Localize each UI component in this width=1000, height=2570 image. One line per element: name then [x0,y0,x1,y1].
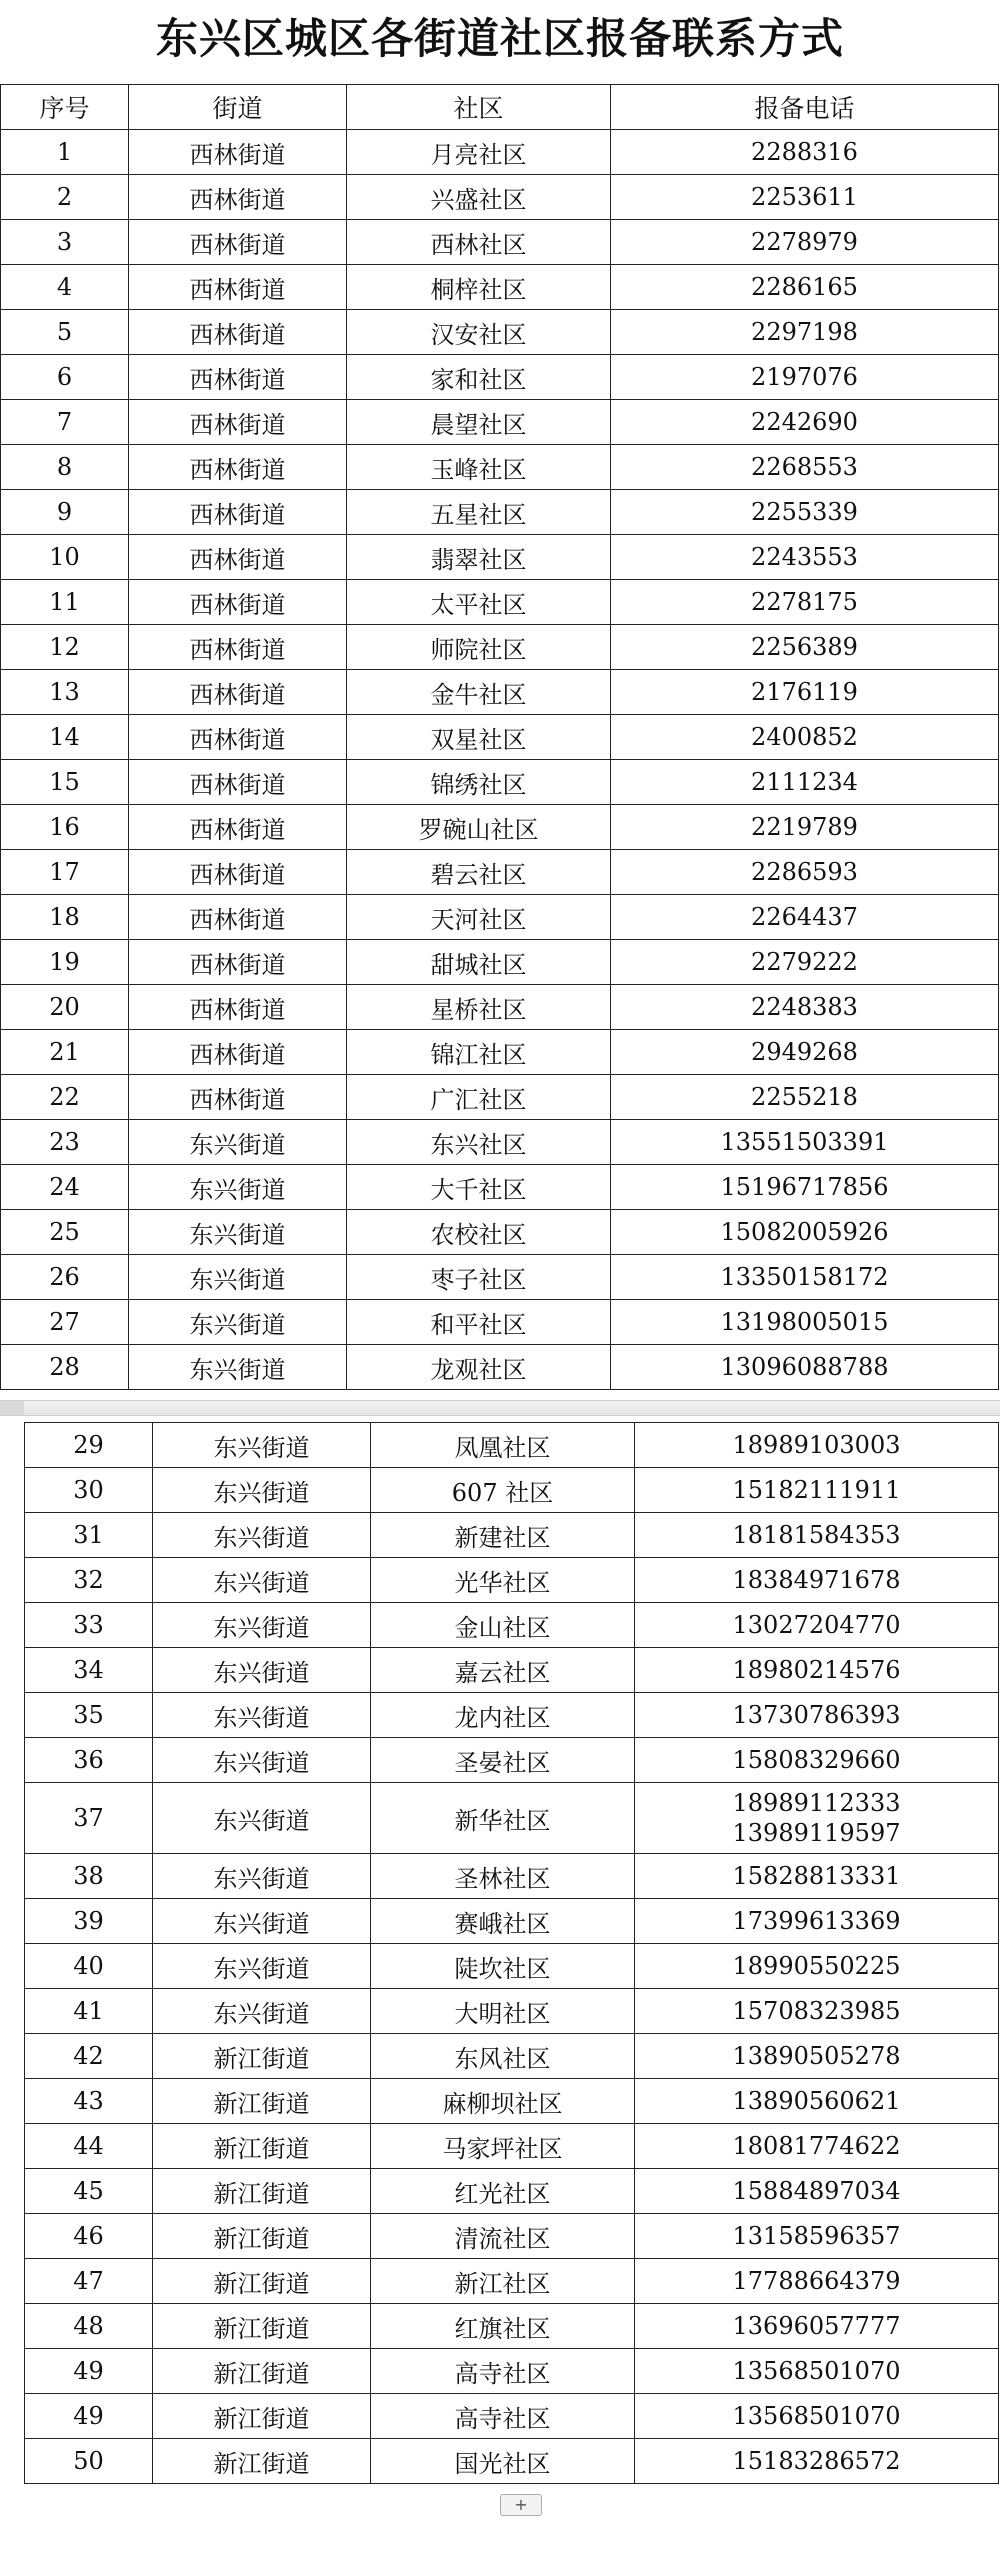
table-row [1,625,999,670]
cell-phone[interactable]: 18990550225 [635,1944,999,1989]
cell-community[interactable]: 红光社区 [371,2169,635,2214]
cell-index[interactable]: 29 [25,1423,153,1468]
cell-index[interactable]: 20 [1,985,129,1030]
cell-street[interactable]: 新江街道 [153,2079,371,2124]
table-row [1,895,999,940]
contacts-table-page-1 [0,84,999,1390]
cell-index[interactable]: 48 [25,2304,153,2349]
table-row [25,1738,999,1783]
cell-phone[interactable]: 2219789 [611,805,999,850]
cell-index[interactable]: 34 [25,1648,153,1693]
cell-index[interactable]: 37 [25,1783,153,1854]
cell-phone[interactable]: 13198005015 [611,1300,999,1345]
cell-community[interactable]: 马家坪社区 [371,2124,635,2169]
table-row [1,130,999,175]
cell-community[interactable]: 玉峰社区 [347,445,611,490]
cell-index[interactable]: 39 [25,1899,153,1944]
cell-street[interactable]: 东兴街道 [153,1603,371,1648]
cell-index[interactable]: 17 [1,850,129,895]
table-row [25,1989,999,2034]
cell-index[interactable]: 10 [1,535,129,580]
cell-phone[interactable]: 13350158172 [611,1255,999,1300]
cell-phone[interactable]: 15183286572 [635,2439,999,2484]
table-row [25,1513,999,1558]
cell-street[interactable]: 新江街道 [153,2304,371,2349]
table-row [1,1165,999,1210]
header-phone[interactable]: 报备电话 [611,85,999,130]
cell-street[interactable]: 西林街道 [129,1030,347,1075]
table-row [1,175,999,220]
cell-index[interactable]: 14 [1,715,129,760]
cell-community[interactable]: 陡坎社区 [371,1944,635,1989]
cell-index[interactable]: 43 [25,2079,153,2124]
cell-community[interactable]: 清流社区 [371,2214,635,2259]
phone-line: 18989112333 [732,1789,901,1817]
cell-index[interactable]: 2 [1,175,129,220]
cell-phone[interactable]: 13568501070 [635,2349,999,2394]
cell-street[interactable]: 东兴街道 [129,1255,347,1300]
cell-street[interactable]: 西林街道 [129,175,347,220]
cell-community[interactable]: 607 社区 [371,1468,635,1513]
cell-community[interactable]: 金山社区 [371,1603,635,1648]
cell-index[interactable]: 47 [25,2259,153,2304]
cell-index[interactable]: 31 [25,1513,153,1558]
phone-line: 13989119597 [732,1819,901,1847]
add-sheet-button[interactable]: + [500,2494,542,2516]
cell-phone[interactable]: 15708323985 [635,1989,999,2034]
cell-phone[interactable]: 2278979 [611,220,999,265]
cell-index[interactable]: 24 [1,1165,129,1210]
cell-community[interactable]: 圣晏社区 [371,1738,635,1783]
table-row [1,1345,999,1390]
cell-community[interactable]: 甜城社区 [347,940,611,985]
cell-community[interactable]: 兴盛社区 [347,175,611,220]
cell-community[interactable]: 新江社区 [371,2259,635,2304]
table-row [25,2259,999,2304]
cell-index[interactable]: 49 [25,2349,153,2394]
cell-phone[interactable]: 15884897034 [635,2169,999,2214]
table-row [25,2349,999,2394]
cell-index[interactable]: 19 [1,940,129,985]
table-row [1,1120,999,1165]
table-row [25,2169,999,2214]
cell-phone[interactable]: 17399613369 [635,1899,999,1944]
cell-street[interactable]: 西林街道 [129,535,347,580]
cell-index[interactable]: 44 [25,2124,153,2169]
cell-street[interactable]: 东兴街道 [153,1693,371,1738]
cell-phone[interactable]: 15182111911 [635,1468,999,1513]
cell-community[interactable]: 国光社区 [371,2439,635,2484]
cell-community[interactable]: 广汇社区 [347,1075,611,1120]
cell-community[interactable]: 桐梓社区 [347,265,611,310]
cell-street[interactable]: 西林街道 [129,850,347,895]
cell-phone[interactable]: 2264437 [611,895,999,940]
cell-index[interactable]: 4 [1,265,129,310]
cell-community[interactable]: 和平社区 [347,1300,611,1345]
table-row [1,1255,999,1300]
cell-street[interactable]: 东兴街道 [153,1738,371,1783]
table-row [25,1468,999,1513]
cell-street[interactable]: 新江街道 [153,2349,371,2394]
cell-street[interactable]: 东兴街道 [153,1944,371,1989]
cell-street[interactable]: 西林街道 [129,670,347,715]
cell-street[interactable]: 西林街道 [129,400,347,445]
cell-community[interactable]: 师院社区 [347,625,611,670]
cell-street[interactable]: 东兴街道 [153,1423,371,1468]
table-row [1,220,999,265]
table-row [1,940,999,985]
cell-community[interactable]: 碧云社区 [347,850,611,895]
cell-community[interactable]: 高寺社区 [371,2394,635,2439]
cell-street[interactable]: 新江街道 [153,2124,371,2169]
header-index[interactable]: 序号 [1,85,129,130]
cell-phone[interactable]: 15082005926 [611,1210,999,1255]
cell-index[interactable]: 26 [1,1255,129,1300]
table-row [1,535,999,580]
cell-index[interactable]: 27 [1,1300,129,1345]
cell-community[interactable]: 汉安社区 [347,310,611,355]
cell-community[interactable]: 金牛社区 [347,670,611,715]
cell-phone[interactable]: 13096088788 [611,1345,999,1390]
cell-phone[interactable]: 2176119 [611,670,999,715]
cell-street[interactable]: 西林街道 [129,445,347,490]
cell-street[interactable]: 西林街道 [129,760,347,805]
cell-street[interactable]: 新江街道 [153,2214,371,2259]
cell-phone[interactable]: 18989103003 [635,1423,999,1468]
cell-phone[interactable]: 17788664379 [635,2259,999,2304]
cell-community[interactable]: 晨望社区 [347,400,611,445]
cell-street[interactable]: 新江街道 [153,2439,371,2484]
cell-community[interactable]: 圣林社区 [371,1854,635,1899]
table-row [25,1693,999,1738]
cell-street[interactable]: 西林街道 [129,310,347,355]
cell-phone[interactable]: 2286593 [611,850,999,895]
cell-index[interactable]: 30 [25,1468,153,1513]
cell-street[interactable]: 东兴街道 [129,1120,347,1165]
table-row [1,850,999,895]
table-row [1,805,999,850]
cell-community[interactable]: 东兴社区 [347,1120,611,1165]
cell-street[interactable]: 西林街道 [129,895,347,940]
cell-street[interactable]: 西林街道 [129,940,347,985]
cell-phone[interactable]: 2279222 [611,940,999,985]
cell-street[interactable]: 西林街道 [129,490,347,535]
header-street[interactable]: 街道 [129,85,347,130]
cell-street[interactable]: 东兴街道 [129,1210,347,1255]
table-row [1,1030,999,1075]
cell-phone[interactable]: 2400852 [611,715,999,760]
cell-community[interactable]: 锦江社区 [347,1030,611,1075]
cell-phone[interactable]: 2278175 [611,580,999,625]
cell-community[interactable]: 新华社区 [371,1783,635,1854]
cell-index[interactable]: 42 [25,2034,153,2079]
table-row [1,715,999,760]
cell-community[interactable]: 双星社区 [347,715,611,760]
table-row [25,1899,999,1944]
cell-community[interactable]: 赛峨社区 [371,1899,635,1944]
cell-phone[interactable]: 2297198 [611,310,999,355]
cell-index[interactable]: 7 [1,400,129,445]
cell-street[interactable]: 西林街道 [129,805,347,850]
cell-index[interactable]: 5 [1,310,129,355]
cell-community[interactable]: 凤凰社区 [371,1423,635,1468]
cell-community[interactable]: 天河社区 [347,895,611,940]
cell-phone[interactable]: 18980214576 [635,1648,999,1693]
table-row [1,760,999,805]
page-title: 东兴区城区各街道社区报备联系方式 [155,14,844,63]
cell-street[interactable]: 东兴街道 [129,1345,347,1390]
cell-community[interactable]: 高寺社区 [371,2349,635,2394]
table-row [1,445,999,490]
cell-street[interactable]: 西林街道 [129,580,347,625]
cell-phone[interactable]: 13027204770 [635,1603,999,1648]
table-row [25,2079,999,2124]
cell-community[interactable]: 太平社区 [347,580,611,625]
cell-index[interactable]: 11 [1,580,129,625]
table-row [1,580,999,625]
table-row [1,400,999,445]
cell-community[interactable]: 罗碗山社区 [347,805,611,850]
table-row [25,1944,999,1989]
cell-street[interactable]: 西林街道 [129,355,347,400]
cell-street[interactable]: 西林街道 [129,625,347,670]
table-row [25,1423,999,1468]
table-row [25,2439,999,2484]
table-row [25,1558,999,1603]
cell-index[interactable]: 33 [25,1603,153,1648]
cell-index[interactable]: 16 [1,805,129,850]
cell-street[interactable]: 东兴街道 [129,1300,347,1345]
cell-index[interactable]: 40 [25,1944,153,1989]
cell-index[interactable]: 49 [25,2394,153,2439]
table-row [25,2034,999,2079]
cell-community[interactable]: 龙观社区 [347,1345,611,1390]
cell-phone[interactable]: 18181584353 [635,1513,999,1558]
cell-index[interactable]: 13 [1,670,129,715]
cell-phone[interactable]: 13158596357 [635,2214,999,2259]
cell-index[interactable]: 8 [1,445,129,490]
cell-index[interactable]: 45 [25,2169,153,2214]
cell-phone[interactable]: 2242690 [611,400,999,445]
header-community[interactable]: 社区 [347,85,611,130]
table-row [1,985,999,1030]
cell-index[interactable]: 22 [1,1075,129,1120]
cell-street[interactable]: 东兴街道 [153,1468,371,1513]
cell-community[interactable]: 麻柳坝社区 [371,2079,635,2124]
cell-street[interactable]: 东兴街道 [153,1558,371,1603]
cell-index[interactable]: 15 [1,760,129,805]
cell-index[interactable]: 6 [1,355,129,400]
cell-phone[interactable]: 18081774622 [635,2124,999,2169]
cell-phone[interactable]: 2256389 [611,625,999,670]
cell-index[interactable]: 38 [25,1854,153,1899]
cell-index[interactable]: 25 [1,1210,129,1255]
cell-street[interactable]: 东兴街道 [153,1513,371,1558]
page-break-divider [0,1400,1000,1416]
cell-phone[interactable]: 15196717856 [611,1165,999,1210]
cell-phone[interactable]: 2111234 [611,760,999,805]
cell-phone[interactable] [635,1783,999,1854]
cell-phone[interactable]: 2197076 [611,355,999,400]
cell-street[interactable]: 西林街道 [129,130,347,175]
cell-phone[interactable]: 15828813331 [635,1854,999,1899]
cell-street[interactable]: 新江街道 [153,2259,371,2304]
cell-index[interactable]: 23 [1,1120,129,1165]
cell-street[interactable]: 西林街道 [129,985,347,1030]
table-row [25,1603,999,1648]
cell-community[interactable]: 枣子社区 [347,1255,611,1300]
table-row [1,490,999,535]
table-row [25,2214,999,2259]
cell-index[interactable]: 12 [1,625,129,670]
cell-street[interactable]: 西林街道 [129,220,347,265]
cell-index[interactable]: 9 [1,490,129,535]
cell-community[interactable]: 星桥社区 [347,985,611,1030]
table-row [25,2304,999,2349]
cell-phone[interactable]: 15808329660 [635,1738,999,1783]
cell-phone[interactable]: 2243553 [611,535,999,580]
cell-index[interactable]: 32 [25,1558,153,1603]
cell-community[interactable]: 光华社区 [371,1558,635,1603]
cell-street[interactable]: 新江街道 [153,2034,371,2079]
cell-phone[interactable]: 13890505278 [635,2034,999,2079]
table-row [1,1075,999,1120]
cell-street[interactable]: 新江街道 [153,2394,371,2439]
cell-phone[interactable]: 2253611 [611,175,999,220]
cell-phone[interactable]: 13568501070 [635,2394,999,2439]
cell-street[interactable]: 新江街道 [153,2169,371,2214]
cell-phone[interactable]: 2286165 [611,265,999,310]
cell-index[interactable]: 46 [25,2214,153,2259]
cell-phone[interactable]: 2949268 [611,1030,999,1075]
cell-street[interactable]: 东兴街道 [153,1899,371,1944]
cell-phone[interactable]: 2288316 [611,130,999,175]
cell-index[interactable]: 50 [25,2439,153,2484]
table-row [25,2394,999,2439]
cell-community[interactable]: 农校社区 [347,1210,611,1255]
cell-phone[interactable]: 18384971678 [635,1558,999,1603]
cell-street[interactable]: 东兴街道 [153,1648,371,1693]
cell-index[interactable]: 21 [1,1030,129,1075]
cell-community[interactable]: 月亮社区 [347,130,611,175]
cell-street[interactable]: 西林街道 [129,1075,347,1120]
table-header-row [1,85,999,130]
cell-phone[interactable]: 13551503391 [611,1120,999,1165]
cell-phone[interactable]: 13696057777 [635,2304,999,2349]
cell-index[interactable]: 36 [25,1738,153,1783]
table-row [1,670,999,715]
cell-community[interactable]: 西林社区 [347,220,611,265]
cell-phone[interactable]: 13890560621 [635,2079,999,2124]
cell-phone[interactable]: 2268553 [611,445,999,490]
table-row [1,1210,999,1255]
cell-index[interactable]: 1 [1,130,129,175]
cell-index[interactable]: 18 [1,895,129,940]
table-row [1,265,999,310]
table-row [25,2124,999,2169]
cell-phone[interactable]: 2255339 [611,490,999,535]
cell-community[interactable]: 大千社区 [347,1165,611,1210]
cell-community[interactable]: 新建社区 [371,1513,635,1558]
cell-community[interactable]: 龙内社区 [371,1693,635,1738]
cell-street[interactable]: 西林街道 [129,715,347,760]
cell-street[interactable]: 东兴街道 [129,1165,347,1210]
cell-phone[interactable]: 2248383 [611,985,999,1030]
cell-community[interactable]: 五星社区 [347,490,611,535]
contacts-table-page-2 [24,1422,999,2484]
cell-community[interactable]: 翡翠社区 [347,535,611,580]
cell-community[interactable]: 锦绣社区 [347,760,611,805]
cell-community[interactable]: 红旗社区 [371,2304,635,2349]
cell-street[interactable]: 西林街道 [129,265,347,310]
table-row [25,1854,999,1899]
cell-index[interactable]: 35 [25,1693,153,1738]
table-row [1,355,999,400]
cell-community[interactable]: 东风社区 [371,2034,635,2079]
table-row [25,1648,999,1693]
table-row [25,1783,999,1854]
cell-index[interactable]: 3 [1,220,129,265]
cell-phone[interactable]: 2255218 [611,1075,999,1120]
cell-street[interactable]: 东兴街道 [153,1854,371,1899]
cell-phone[interactable]: 13730786393 [635,1693,999,1738]
table-row [1,310,999,355]
cell-community[interactable]: 嘉云社区 [371,1648,635,1693]
cell-community[interactable]: 家和社区 [347,355,611,400]
table-row [1,1300,999,1345]
cell-index[interactable]: 28 [1,1345,129,1390]
cell-street[interactable]: 东兴街道 [153,1989,371,2034]
cell-street[interactable]: 东兴街道 [153,1783,371,1854]
cell-index[interactable]: 41 [25,1989,153,2034]
cell-community[interactable]: 大明社区 [371,1989,635,2034]
